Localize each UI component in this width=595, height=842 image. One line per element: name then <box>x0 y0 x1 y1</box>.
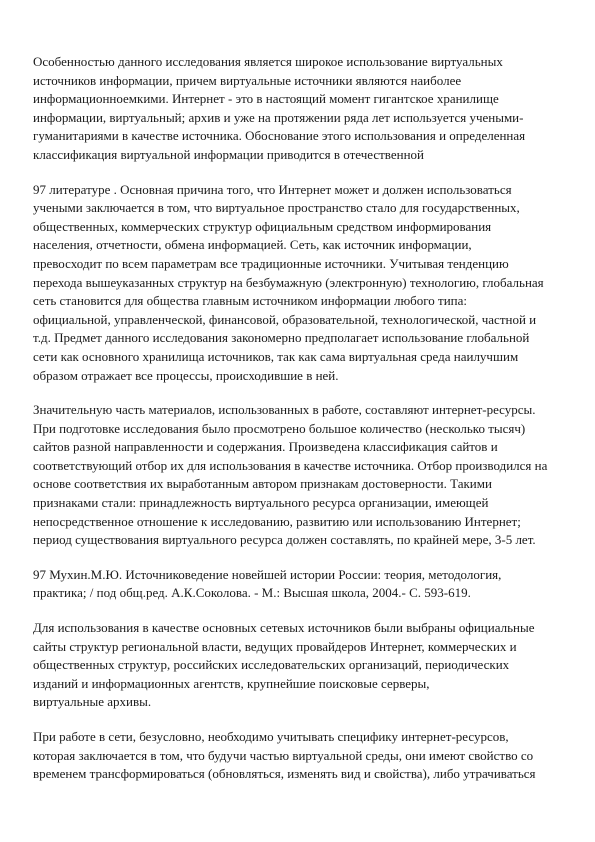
text-line: 97 Мухин.М.Ю. Источниковедение новейшей истории России: теория, методология, <box>33 566 502 582</box>
text-line: Значительную часть материалов, использованных в работе, составляют интернет-ресурсы. <box>33 402 536 418</box>
text-line: гуманитариями в качестве источника. Обоснование этого использования и определенная <box>33 128 526 144</box>
text-line: населения, отчетности, обмена информацией. Сеть, как источник информации, <box>33 237 472 253</box>
text-line: Особенностью данного исследования является широкое использование виртуальных <box>33 54 503 69</box>
text-line: При подготовке исследования было просмотрено большое количество (несколько тысяч) <box>33 420 526 436</box>
text-line: основе соответствия их выработанным автором признакам достоверности. Такими <box>33 476 492 492</box>
text-line: официальной, управленческой, финансовой, образовательной, технологической, частной и <box>33 311 537 327</box>
text-line: учеными заключается в том, что виртуальное пространство стало для государственных, <box>33 200 520 216</box>
text-line: общественных структур, российских исследовательских организаций, периодических <box>33 657 510 673</box>
text-line: изданий и информационных агентств, крупнейшие поисковые серверы, <box>33 675 430 691</box>
text-line: классификация виртуальной информации приводится в отечественной <box>33 146 425 162</box>
text-line: временем трансформироваться (обновляться, изменять вид и свойства), либо утрачиваться <box>33 766 536 782</box>
text-line: 97 литературе . Основная причина того, что Интернет может и должен использоваться <box>33 181 512 197</box>
text-line: сайтов разной направленности и содержания. Произведена классификация сайтов и <box>33 439 498 455</box>
text-line: сети как основного хранилища источников, так как сама виртуальная среда наилучшим <box>33 348 519 364</box>
paragraph-internet-resources <box>33 401 573 550</box>
document-body <box>33 53 573 800</box>
text-line: сеть становится для общества главным источником информации любого типа: <box>33 293 468 309</box>
text-line: превосходит по всем параметрам все традиционные источники. Учитывая тенденцию <box>33 255 509 271</box>
text-line: перехода вышеуказанных структур на безбумажную (электронную) технологию, глобальная <box>33 274 544 290</box>
text-line: сайты структур региональной власти, ведущих провайдеров Интернет, коммерческих и <box>33 638 517 654</box>
paragraph-internet-reason <box>33 181 573 386</box>
text-line: признаками стали: принадлежность виртуального ресурса организации, имеющей <box>33 495 489 511</box>
text-line: информационноемкими. Интернет - это в настоящий момент гигантское хранилище <box>33 91 499 107</box>
paragraph-network-specifics <box>33 728 573 784</box>
footnote-reference <box>33 566 573 603</box>
text-line: т.д. Предмет данного исследования закономерно предполагает использование глобальной <box>33 330 530 346</box>
paragraph-selected-sources <box>33 619 573 712</box>
text-line: информации, виртуальный; архив и уже на протяжении ряда лет используется учеными- <box>33 109 524 125</box>
text-line: При работе в сети, безусловно, необходимо учитывать специфику интернет-ресурсов, <box>33 729 509 744</box>
text-line: соответствующий отбор их для использования в качестве источника. Отбор производился на <box>33 457 548 473</box>
text-line: период существования виртуального ресурса должен составлять, по крайней мере, 3-5 лет. <box>33 532 536 548</box>
text-line: Для использования в качестве основных сетевых источников были выбраны официальные <box>33 620 535 636</box>
text-line: общественных, коммерческих структур официальным средством информирования <box>33 218 492 234</box>
text-line: практика; / под общ.ред. А.К.Соколова. - М.: Высшая школа, 2004.- С. 593-619. <box>33 585 471 601</box>
text-line: которая заключается в том, что будучи частью виртуальной среды, они имеют свойство со <box>33 747 534 763</box>
text-line: образом отражает все процессы, происходившие в ней. <box>33 367 339 383</box>
paragraph-virtual-sources <box>33 53 573 165</box>
text-line: непосредственное отношение к исследованию, развитию или использованию Интернет; <box>33 513 521 529</box>
text-line: виртуальные архивы. <box>33 694 152 710</box>
text-line: источников информации, причем виртуальные источники являются наиболее <box>33 72 462 88</box>
